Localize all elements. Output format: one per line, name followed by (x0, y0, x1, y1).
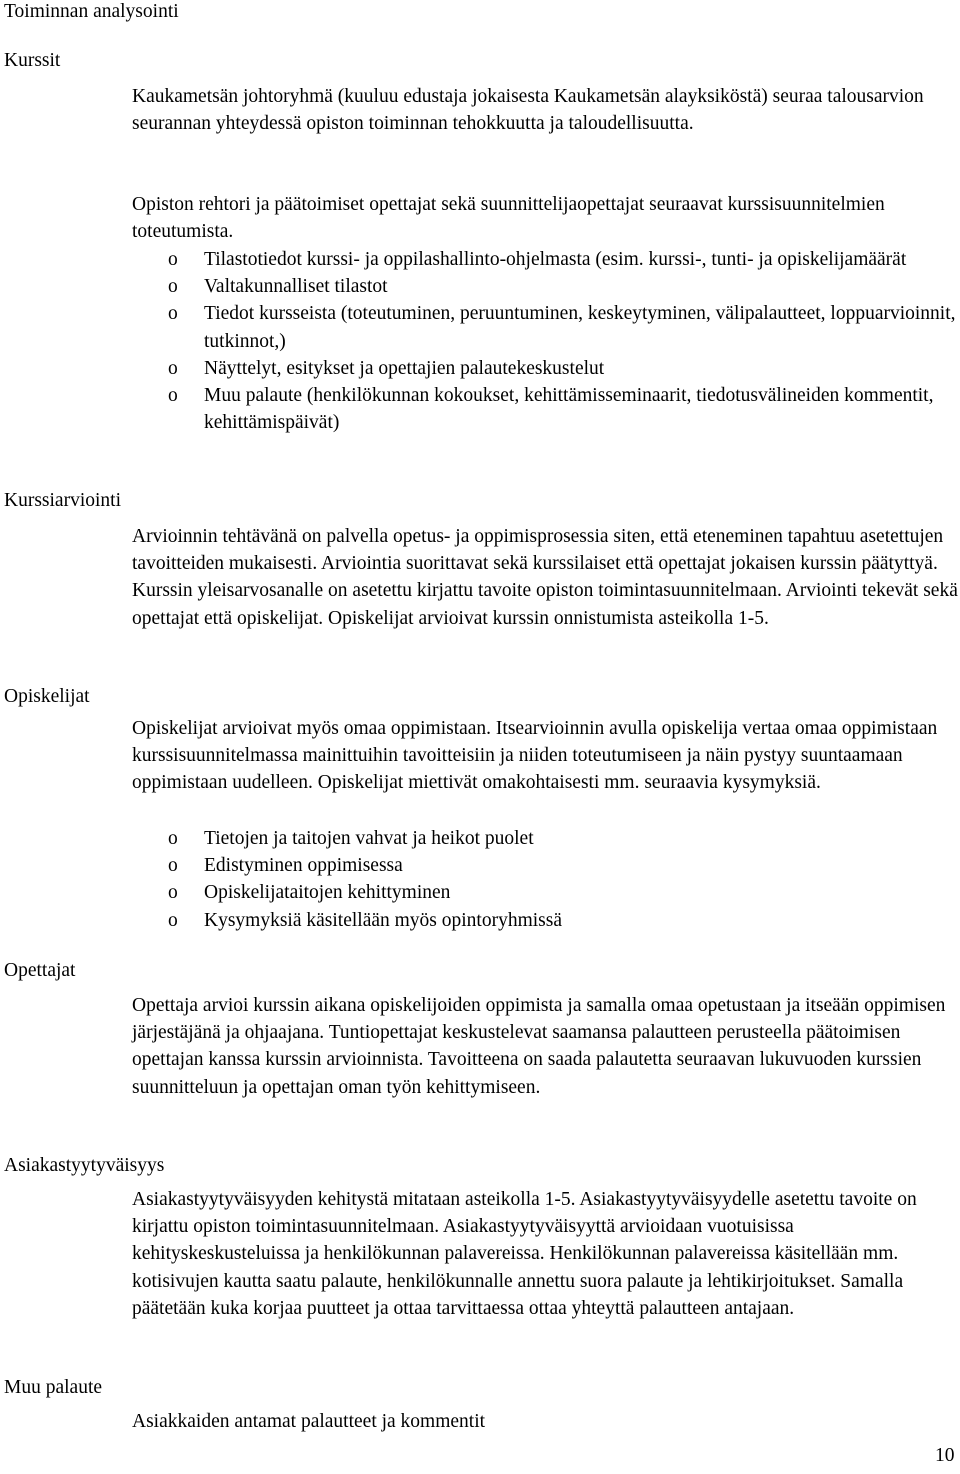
list-item-text: Valtakunnalliset tilastot (204, 276, 388, 298)
section-heading-asiakastyytyvaisyys: Asiakastyytyväisyys (4, 1155, 165, 1176)
list-item (132, 246, 958, 273)
list-item (132, 852, 958, 879)
opiskelijat-list (132, 825, 958, 934)
bullet-icon: o (168, 249, 178, 270)
list-item-text: Tietojen ja taitojen vahvat ja heikot puolet (204, 828, 534, 849)
opiskelijat-paragraph: Opiskelijat arvioivat myös omaa oppimistaan. Itsearvioinnin avulla opiskelija vertaa omaa oppimistaan kurssisuunnitelmassa mainittuihin tavoitteisiin ja niiden toteutumiseen ja näin pystyy suuntaamaan oppimistaan uudelleen. Opiskelijat miettivät omakohtaisesti mm. seuraavia kysymyksiä. (132, 718, 938, 794)
kurssiarviointi-paragraph: Arvioinnin tehtävänä on palvella opetus- ja oppimisprosessia siten, että eteneminen tapahtuu asetettujen tavoitteiden mukaisesti. Arviointia suorittavat sekä kurssilaiset että opettajat jokaisen kurssin päätyttyä. Kurssin yleisarvosanalle on asetettu kirjattu tavoite opiston toimintasuunnitelmaan. Arviointi tekevät sekä opettajat että opiskelijat. Opiskelijat arvioivat kurssin onnistumista asteikolla 1-5. (132, 526, 958, 629)
bullet-icon: o (168, 882, 178, 904)
list-item-text: Tilastotiedot kurssi- ja oppilashallinto-ohjelmasta (esim. kurssi-, tunti- ja opiskelijamäärät (204, 249, 907, 270)
section-heading-opiskelijat: Opiskelijat (4, 686, 90, 707)
list-item (132, 879, 958, 906)
list-item-text: Edistyminen oppimisessa (204, 855, 403, 877)
kurssit-list (132, 246, 958, 436)
list-item (132, 825, 958, 852)
kurssit-paragraph-2: Opiston rehtori ja päätoimiset opettajat sekä suunnittelijaopettajat seuraavat kurssisuunnitelmien toteutumista. (132, 194, 885, 243)
list-item (132, 300, 958, 354)
list-item (132, 907, 958, 934)
list-item (132, 355, 958, 382)
bullet-icon: o (168, 909, 178, 931)
bullet-icon: o (168, 357, 178, 379)
bullet-icon: o (168, 385, 178, 407)
bullet-icon: o (168, 303, 178, 325)
page-title: Toiminnan analysointi (4, 1, 179, 22)
list-item (132, 382, 958, 436)
list-item-text: Tiedot kursseista (toteutuminen, peruuntuminen, keskeytyminen, välipalautteet, loppuarvioinnit, tutkinnot,) (204, 303, 956, 352)
page-number: 10 (935, 1445, 955, 1466)
section-heading-kurssit: Kurssit (4, 50, 61, 71)
section-heading-muu-palaute: Muu palaute (4, 1377, 103, 1398)
section-heading-opettajat: Opettajat (4, 960, 76, 981)
bullet-icon: o (168, 855, 178, 877)
kurssit-paragraph-1: Kaukametsän johtoryhmä (kuuluu edustaja jokaisesta Kaukametsän alayksiköstä) seuraa talousarvion seurannan yhteydessä opiston toiminnan tehokkuutta ja taloudellisuutta. (132, 86, 924, 135)
list-item (132, 273, 958, 300)
bullet-icon: o (168, 276, 178, 298)
asiakastyytyvaisyys-paragraph: Asiakastyytyväisyyden kehitystä mitataan asteikolla 1-5. Asiakastyytyväisyydelle asetettu tavoite on kirjattu opiston toimintasuunnitelmaan. Asiakastyytyväisyyttä arvioidaan vuotuisissa kehityskeskusteluissa ja henkilökunnan palavereissa. Henkilökunnan palavereissa käsitellään mm. kotisivujen kautta saatu palaute, henkilökunnalle annettu suora palaute ja lehtikirjoitukset. Samalla päätetään kuka korjaa puutteet ja ottaa tarvittaessa ottaa yhteyttä palautteen antajaan. (132, 1189, 917, 1319)
section-heading-kurssiarviointi: Kurssiarviointi (4, 490, 121, 511)
muu-palaute-paragraph: Asiakkaiden antamat palautteet ja kommentit (132, 1411, 486, 1432)
list-item-text: Opiskelijataitojen kehittyminen (204, 882, 451, 904)
bullet-icon: o (168, 828, 178, 849)
list-item-text: Muu palaute (henkilökunnan kokoukset, kehittämisseminaarit, tiedotusvälineiden kommentit, kehittämispäivät) (204, 385, 934, 434)
opettajat-paragraph: Opettaja arvioi kurssin aikana opiskelijoiden oppimista ja samalla omaa opetustaan ja itseään oppimisen järjestäjänä ja ohjaajana. Tuntiopettajat keskustelevat saamansa palautteen perusteella päätoimisen opettajan kanssa kurssin arvioinnista. Tavoitteena on saada palautetta seuraavan lukuvuoden kurssien suunnitteluun ja opettajan oman työn kehittymiseen. (132, 995, 946, 1098)
list-item-text: Kysymyksiä käsitellään myös opintoryhmissä (204, 909, 563, 931)
list-item-text: Näyttelyt, esitykset ja opettajien palautekeskustelut (204, 357, 605, 379)
